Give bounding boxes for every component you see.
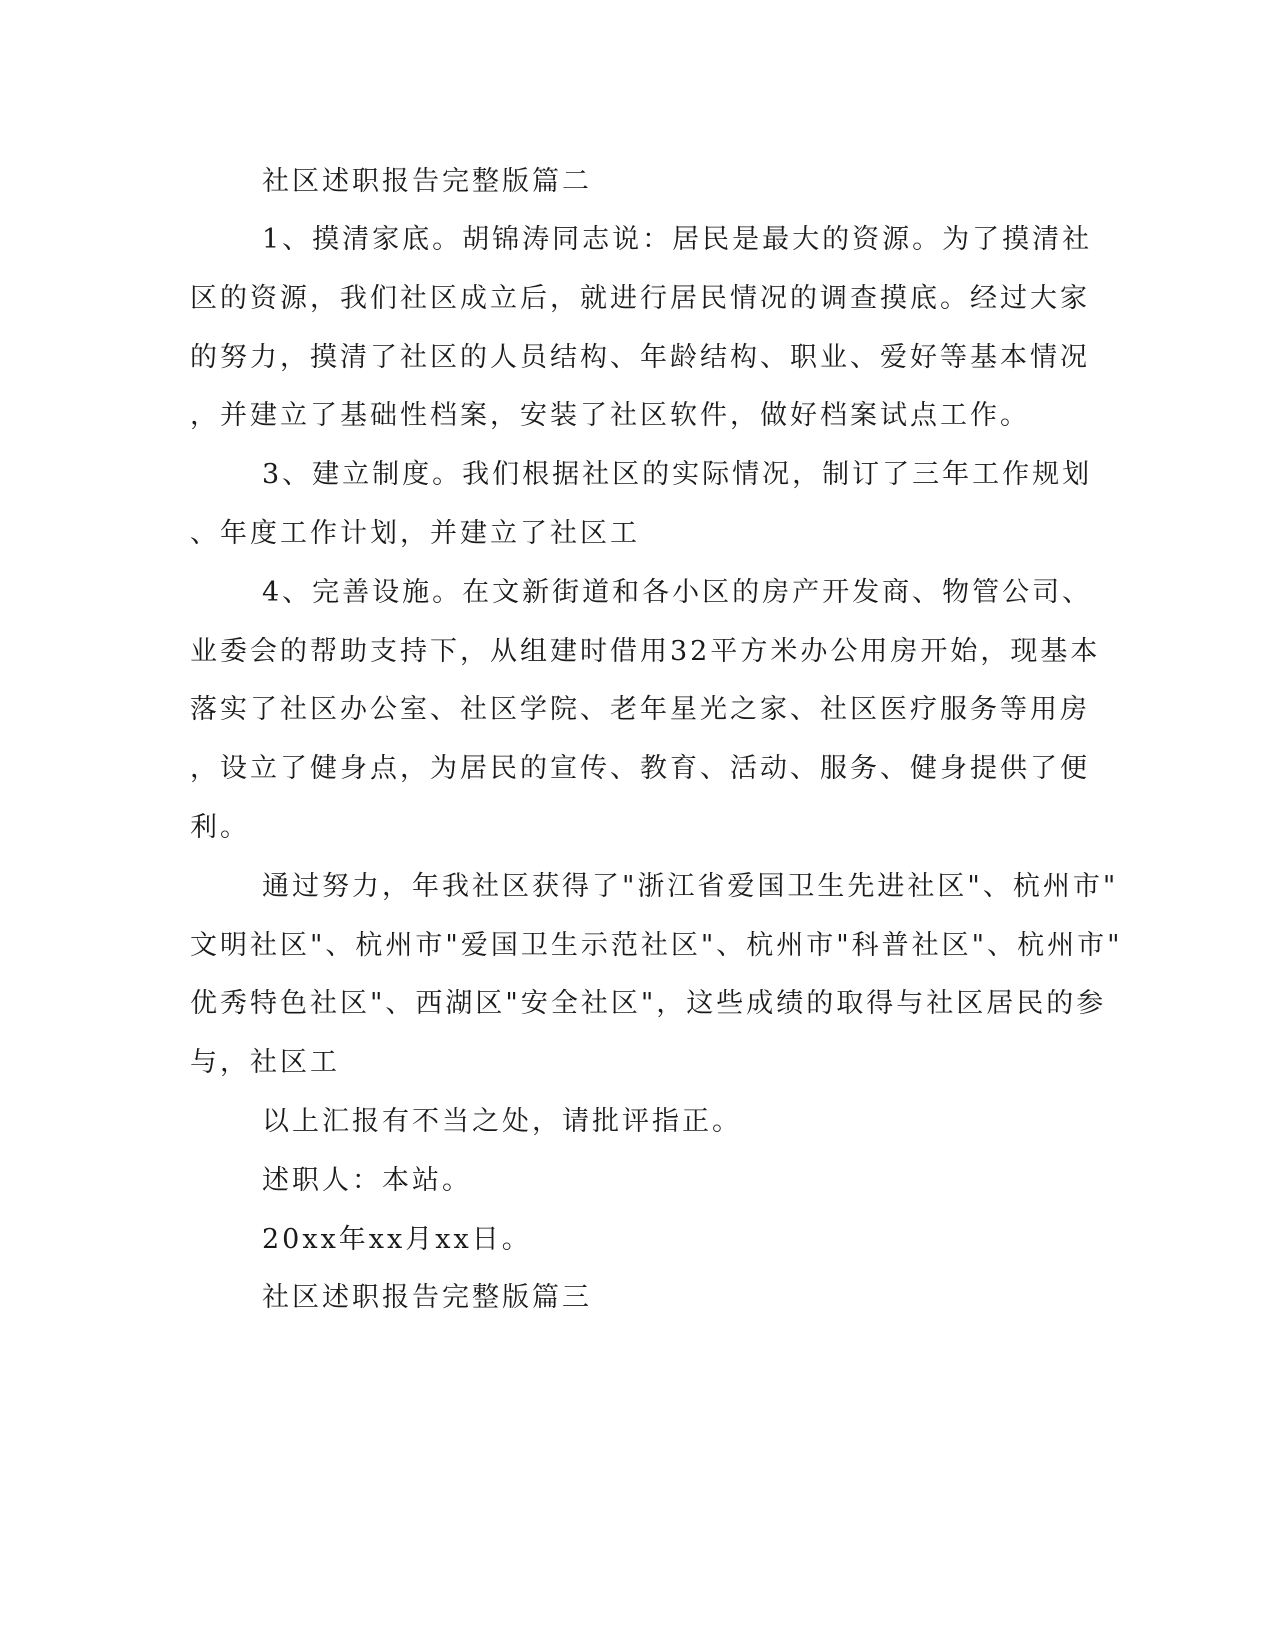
paragraph-line: ，设立了健身点，为居民的宣传、教育、活动、服务、健身提供了便 (190, 753, 1090, 784)
closing-line: 以上汇报有不当之处，请批评指正。 (262, 1106, 742, 1137)
paragraph-line: 1、摸清家底。胡锦涛同志说：居民是最大的资源。为了摸清社 (262, 224, 1093, 255)
section-heading: 社区述职报告完整版篇三 (262, 1282, 592, 1313)
paragraph-line: 文明社区"、杭州市"爱国卫生示范社区"、杭州市"科普社区"、杭州市" (190, 930, 1123, 961)
paragraph-line: 与，社区工 (190, 1047, 340, 1078)
paragraph-line: 落实了社区办公室、社区学院、老年星光之家、社区医疗服务等用房 (190, 694, 1090, 725)
paragraph-line: 、年度工作计划，并建立了社区工 (190, 518, 640, 549)
section-heading: 社区述职报告完整版篇二 (262, 166, 592, 197)
paragraph-line: 业委会的帮助支持下，从组建时借用32平方米办公用房开始，现基本 (190, 636, 1101, 667)
paragraph-line: 利。 (190, 812, 250, 843)
paragraph-line: 通过努力，年我社区获得了"浙江省爱国卫生先进社区"、杭州市" (262, 871, 1119, 902)
paragraph-line: 优秀特色社区"、西湖区"安全社区"，这些成绩的取得与社区居民的参 (190, 988, 1107, 1019)
paragraph-line: ，并建立了基础性档案，安装了社区软件，做好档案试点工作。 (190, 400, 1030, 431)
paragraph-line: 的努力，摸清了社区的人员结构、年龄结构、职业、爱好等基本情况 (190, 342, 1090, 373)
paragraph-line: 3、建立制度。我们根据社区的实际情况，制订了三年工作规划 (262, 459, 1093, 490)
signature-line: 述职人：本站。 (262, 1165, 472, 1196)
date-line: 20xx年xx月xx日。 (262, 1224, 532, 1255)
paragraph-line: 4、完善设施。在文新街道和各小区的房产开发商、物管公司、 (262, 577, 1093, 608)
paragraph-line: 区的资源，我们社区成立后，就进行居民情况的调查摸底。经过大家 (190, 283, 1090, 314)
